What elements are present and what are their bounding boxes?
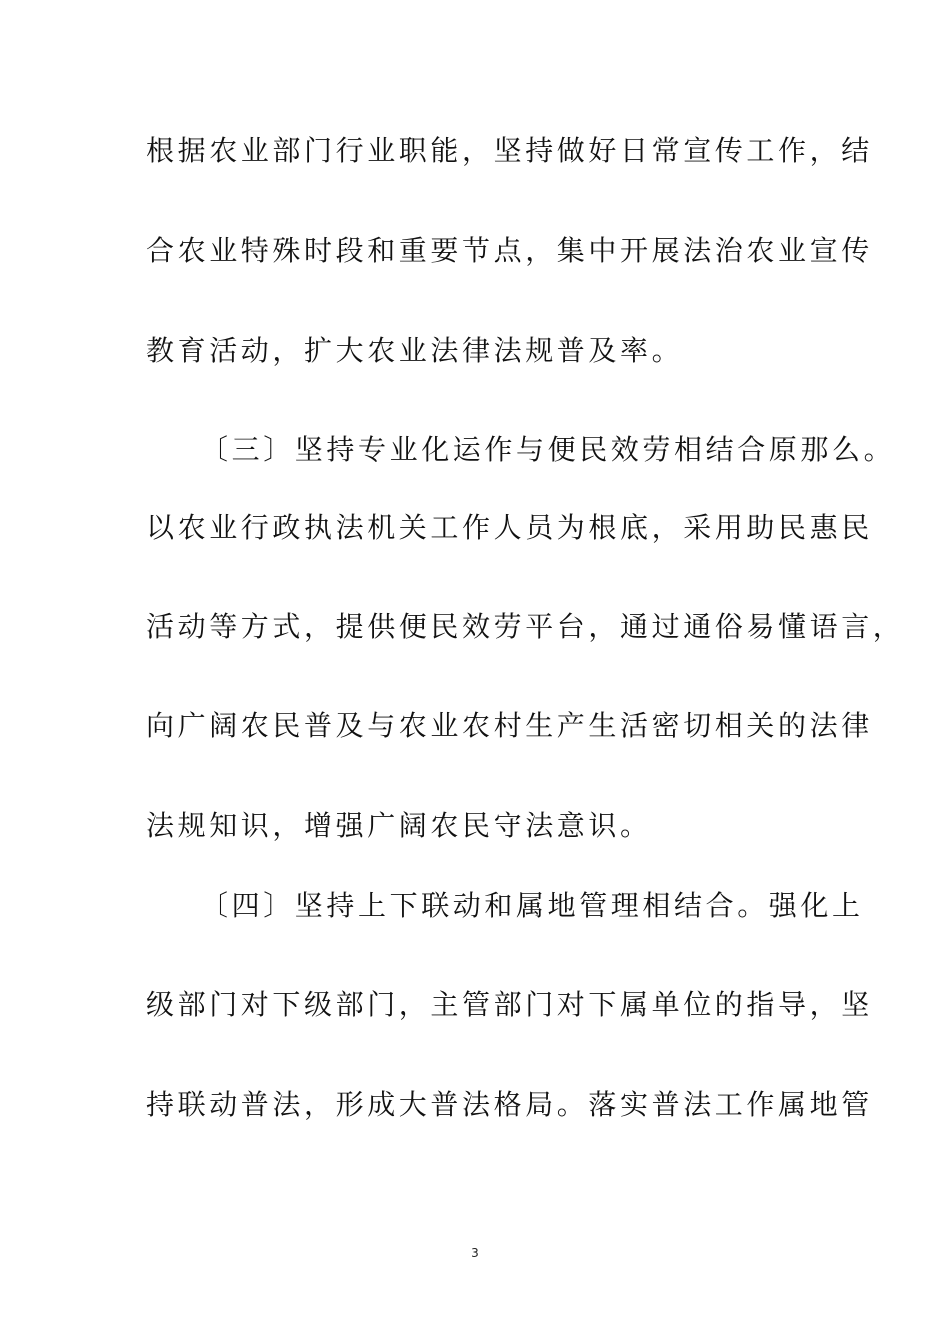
body-text-line-1: 根据农业部门行业职能，坚持做好日常宣传工作，结: [146, 134, 873, 167]
section-heading-4: 〔四〕坚持上下联动和属地管理相结合。强化上: [200, 889, 864, 922]
body-text-line-3: 教育活动，扩大农业法律法规普及率。: [146, 334, 684, 367]
body-text-line-10: 级部门对下级部门，主管部门对下属单位的指导，坚: [146, 988, 873, 1021]
body-text-line-8: 法规知识，增强广阔农民守法意识。: [146, 809, 652, 842]
body-text-line-6: 活动等方式，提供便民效劳平台，通过通俗易懂语言，: [146, 610, 905, 643]
body-text-line-11: 持联动普法，形成大普法格局。落实普法工作属地管: [146, 1088, 873, 1121]
body-text-line-5: 以农业行政执法机关工作人员为根底，采用助民惠民: [146, 511, 873, 544]
page-number: 3: [471, 1246, 479, 1260]
body-text-line-7: 向广阔农民普及与农业农村生产生活密切相关的法律: [146, 709, 873, 742]
section-heading-3: 〔三〕坚持专业化运作与便民效劳相结合原那么。: [200, 433, 896, 466]
body-text-line-2: 合农业特殊时段和重要节点，集中开展法治农业宣传: [146, 234, 873, 267]
